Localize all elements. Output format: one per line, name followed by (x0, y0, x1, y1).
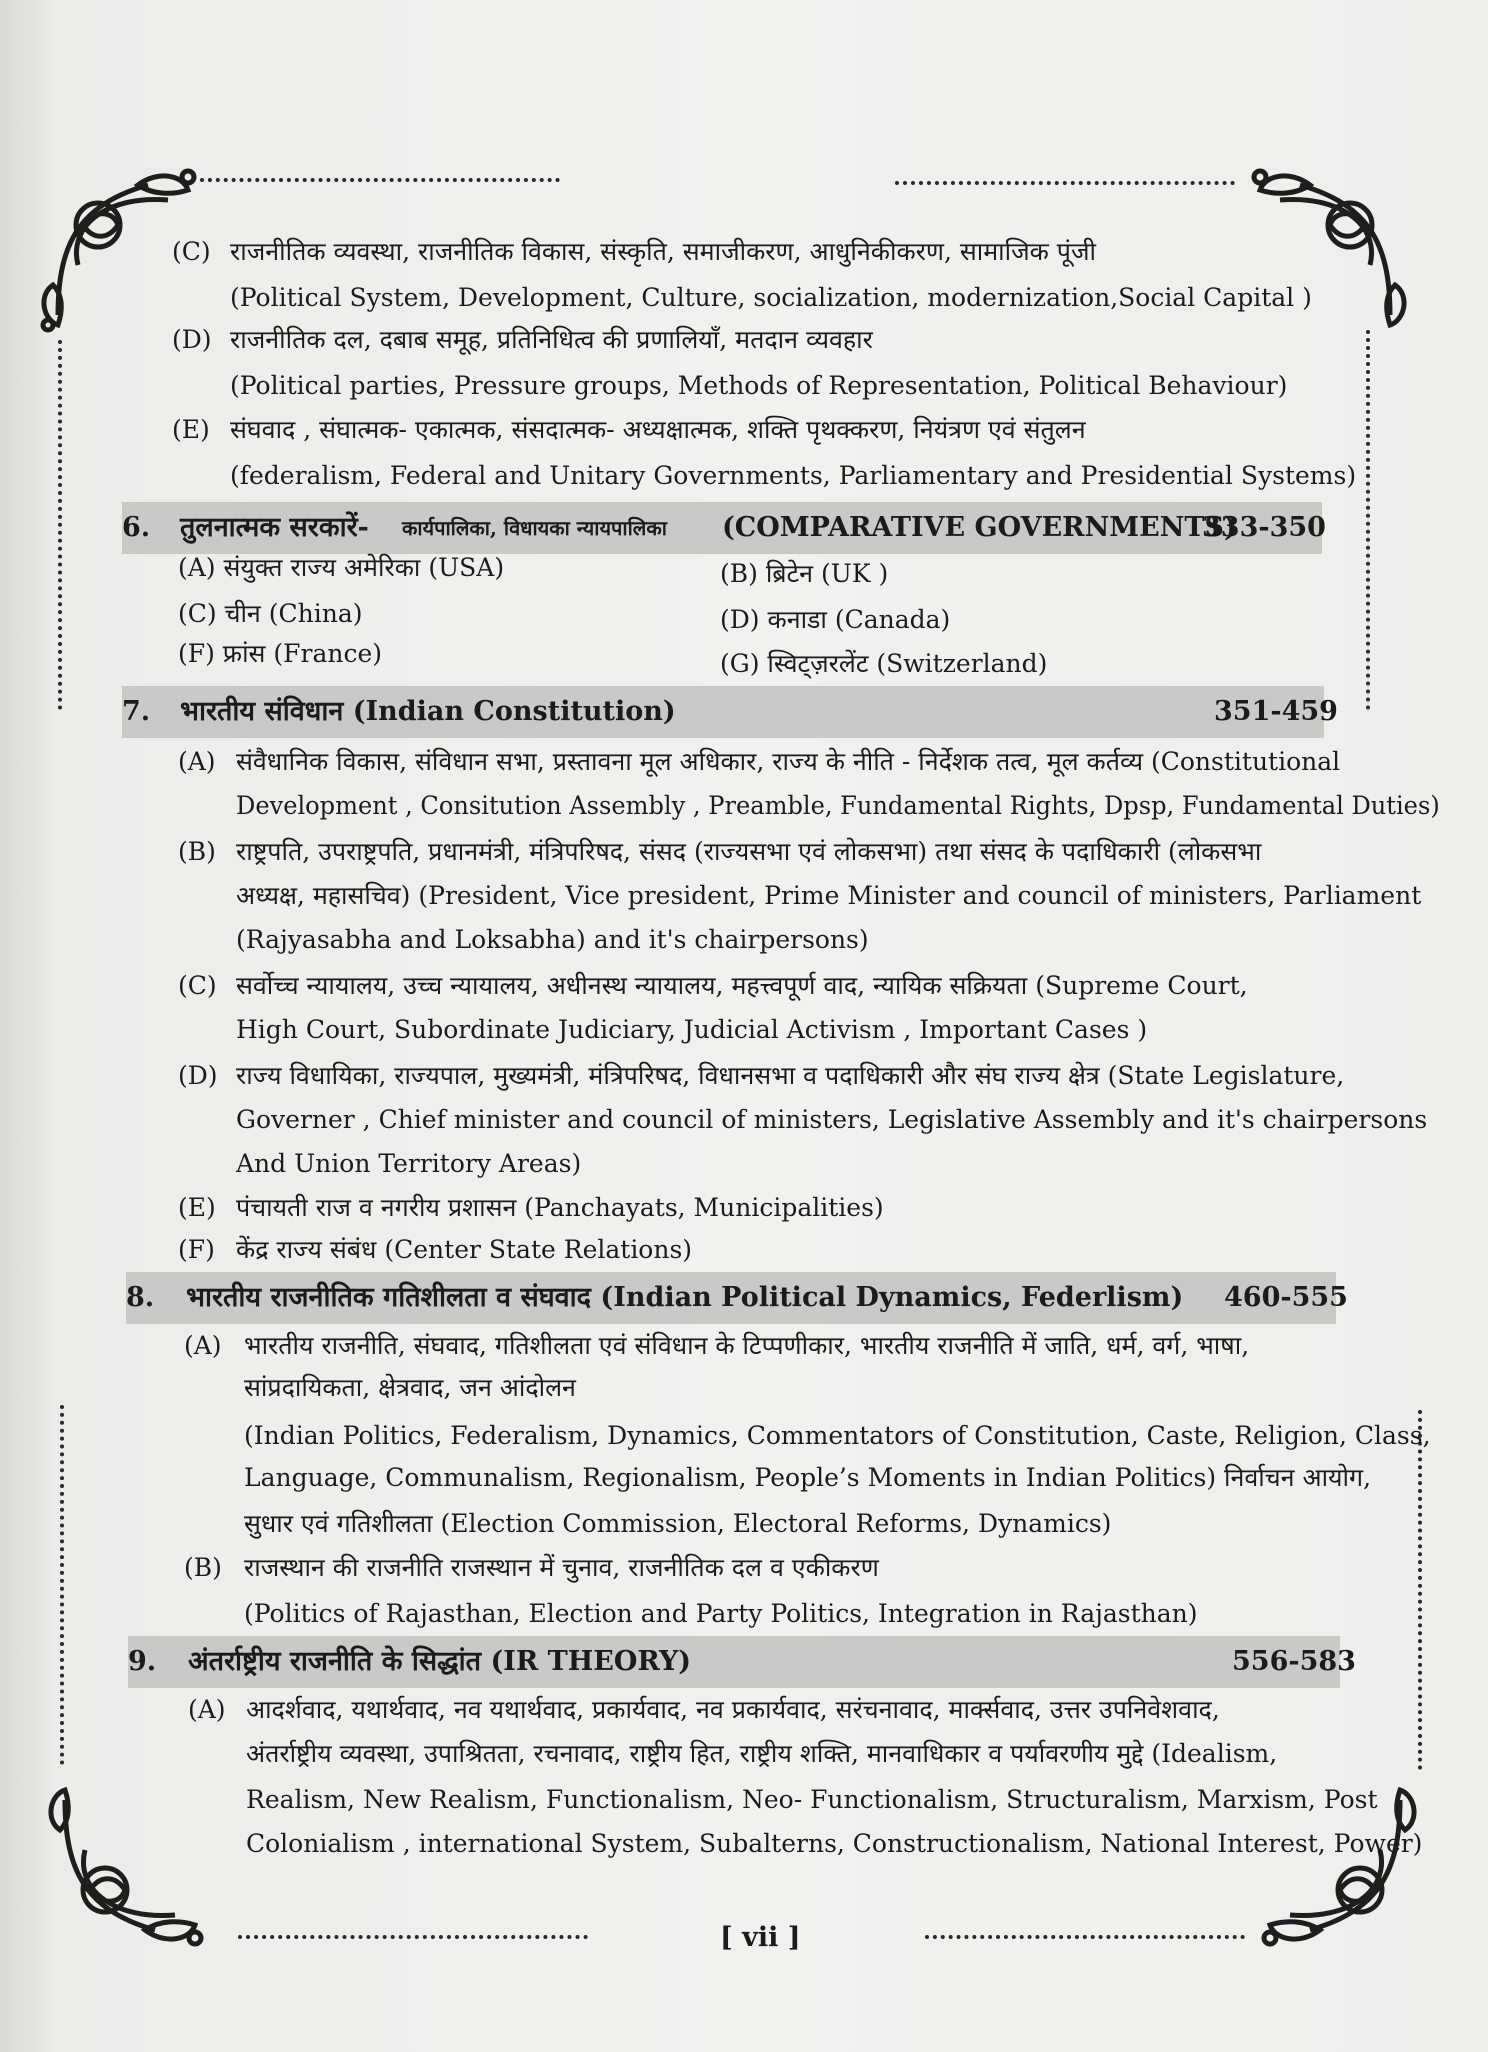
top-right-dotted-rule (895, 181, 1235, 185)
item-text: भारतीय राजनीति, संघवाद, गतिशीलता एवं संविधान के टिप्पणीकार, भारतीय राजनीति में जाति, धर्म, वर्ग, भाषा, (244, 1331, 1250, 1360)
section-pages: 460-555 (1224, 1282, 1348, 1313)
section-number: 6. (122, 512, 151, 543)
section-title: अंतर्राष्ट्रीय राजनीति के सिद्धांत (IR THEORY) (188, 1646, 692, 1677)
section-pages: 556-583 (1232, 1646, 1356, 1677)
item-label: (E) (178, 1193, 216, 1222)
bottom-left-corner-ornament (45, 1780, 215, 1950)
item-text: राजनीतिक दल, दबाब समूह, प्रतिनिधित्व की प्रणालियाँ, मतदान व्यवहार (230, 325, 873, 354)
section-8-header (126, 1272, 1348, 1324)
left-dotted-border (58, 340, 62, 710)
item-label: (B) (178, 837, 216, 866)
section-6-header (122, 502, 1326, 554)
left-dotted-border-lower (60, 1405, 64, 1765)
item-label: (A) (184, 1331, 222, 1360)
bottom-left-dotted-rule (238, 1935, 588, 1939)
right-dotted-border-lower (1418, 1410, 1422, 1770)
section-7-header (122, 686, 1338, 738)
item-label: (F) (178, 1235, 215, 1264)
item-text: अध्यक्ष, महासचिव) (President, Vice president, Prime Minister and council of ministers, Parliament (236, 881, 1422, 910)
bottom-right-dotted-rule (925, 1935, 1245, 1939)
top-left-dotted-rule (200, 178, 560, 182)
item-text: And Union Territory Areas) (236, 1149, 582, 1178)
section-title: भारतीय संविधान (Indian Constitution) (180, 696, 676, 727)
item-text: संघवाद , संघात्मक- एकात्मक, संसदात्मक- अध्यक्षात्मक, शक्ति पृथक्करण, नियंत्रण एवं संतुलन (230, 415, 1086, 444)
item-text: Language, Communalism, Regionalism, People’s Moments in Indian Politics) निर्वाचन आयोग, (244, 1463, 1372, 1492)
item-label: (B) (184, 1553, 222, 1582)
item-text: (federalism, Federal and Unitary Governments, Parliamentary and Presidential Systems) (230, 461, 1357, 490)
list-item: (F) फ्रांस (France) (178, 639, 383, 668)
item-text: अंतर्राष्ट्रीय व्यवस्था, उपाश्रितता, रचनावाद, राष्ट्रीय हित, राष्ट्रीय शक्ति, मानवाधिकार व पर्यावरणीय मुद्दे (Idealism, (246, 1739, 1278, 1768)
item-text: राजनीतिक व्यवस्था, राजनीतिक विकास, संस्कृति, समाजीकरण, आधुनिकीकरण, सामाजिक पूंजी (230, 237, 1097, 266)
section-number: 9. (128, 1646, 157, 1677)
item-text: (Political System, Development, Culture, socialization, modernization,Social Capital ) (230, 283, 1312, 312)
item-label: (C) (178, 971, 217, 1000)
item-text: राज्य विधायिका, राज्यपाल, मुख्यमंत्री, मंत्रिपरिषद, विधानसभा व पदाधिकारी और संघ राज्य क्षेत्र (State Legislature, (236, 1061, 1345, 1090)
item-label: (E) (172, 415, 210, 444)
item-text: आदर्शवाद, यथार्थवाद, नव यथार्थवाद, प्रकार्यवाद, नव प्रकार्यवाद, सरंचनावाद, मार्क्सवाद, उत्तर उपनिवेशवाद, (246, 1695, 1220, 1724)
item-text: राजस्थान की राजनीति राजस्थान में चुनाव, राजनीतिक दल व एकीकरण (244, 1553, 879, 1582)
item-text: संवैधानिक विकास, संविधान सभा, प्रस्तावना मूल अधिकार, राज्य के नीति - निर्देशक तत्व, मूल कर्तव्य (Constitutional (236, 747, 1341, 776)
section-number: 8. (126, 1282, 155, 1313)
section-pages: 333-350 (1202, 512, 1326, 543)
item-text: सांप्रदायिकता, क्षेत्रवाद, जन आंदोलन (244, 1373, 576, 1402)
item-text: (Politics of Rajasthan, Election and Party Politics, Integration in Rajasthan) (244, 1599, 1198, 1628)
right-dotted-border (1366, 330, 1370, 710)
page-number: [ vii ] (720, 1922, 801, 1953)
item-label: (D) (172, 325, 212, 354)
list-item: (C) चीन (China) (178, 599, 363, 628)
item-text: High Court, Subordinate Judiciary, Judicial Activism , Important Cases ) (236, 1015, 1148, 1044)
item-text: राष्ट्रपति, उपराष्ट्रपति, प्रधानमंत्री, मंत्रिपरिषद, संसद (राज्यसभा एवं लोकसभा) तथा संसद के पदाधिकारी (लोकसभा (236, 837, 1262, 866)
item-text: पंचायती राज व नगरीय प्रशासन (Panchayats, Municipalities) (236, 1193, 884, 1222)
section-9-header (128, 1636, 1356, 1688)
section-title-small: कार्यपालिका, विधायका न्यायपालिका (402, 516, 667, 540)
item-label: (C) (172, 237, 211, 266)
list-item: (G) स्विट्ज़रलेंट (Switzerland) (720, 649, 1048, 678)
item-text: Governer , Chief minister and council of ministers, Legislative Assembly and it's chairpersons (236, 1105, 1428, 1134)
item-label: (A) (178, 747, 216, 776)
item-text: (Political parties, Pressure groups, Methods of Representation, Political Behaviour) (230, 371, 1288, 400)
item-text: Realism, New Realism, Functionalism, Neo- Functionalism, Structuralism, Marxism, Post (246, 1785, 1378, 1814)
item-text: (Indian Politics, Federalism, Dynamics, Commentators of Constitution, Caste, Religion, Class, (244, 1421, 1431, 1450)
section-title-hindi: तुलनात्मक सरकारें- (180, 512, 369, 543)
list-item: (D) कनाडा (Canada) (720, 605, 951, 634)
list-item: (B) ब्रिटेन (UK ) (720, 559, 889, 588)
section-title-english: (COMPARATIVE GOVERNMENTS) (722, 512, 1237, 543)
item-text: Development , Consitution Assembly , Preamble, Fundamental Rights, Dpsp, Fundamental Duties) (236, 791, 1440, 820)
item-text: केंद्र राज्य संबंध (Center State Relations) (236, 1235, 693, 1264)
item-label: (A) (188, 1695, 226, 1724)
item-text: Colonialism , international System, Subalterns, Constructionalism, National Interest, Power) (246, 1829, 1423, 1858)
section-number: 7. (122, 696, 151, 727)
item-text: (Rajyasabha and Loksabha) and it's chairpersons) (236, 925, 869, 954)
item-text: सुधार एवं गतिशीलता (Election Commission, Electoral Reforms, Dynamics) (244, 1509, 1112, 1538)
list-item: (A) संयुक्त राज्य अमेरिका (USA) (178, 553, 505, 582)
item-text: सर्वोच्च न्यायालय, उच्च न्यायालय, अधीनस्थ न्यायालय, महत्त्वपूर्ण वाद, न्यायिक सक्रियता (Supreme Court, (236, 971, 1248, 1000)
section-pages: 351-459 (1214, 696, 1338, 727)
item-label: (D) (178, 1061, 218, 1090)
section-title: भारतीय राजनीतिक गतिशीलता व संघवाद (Indian Political Dynamics, Federlism) (186, 1282, 1184, 1313)
